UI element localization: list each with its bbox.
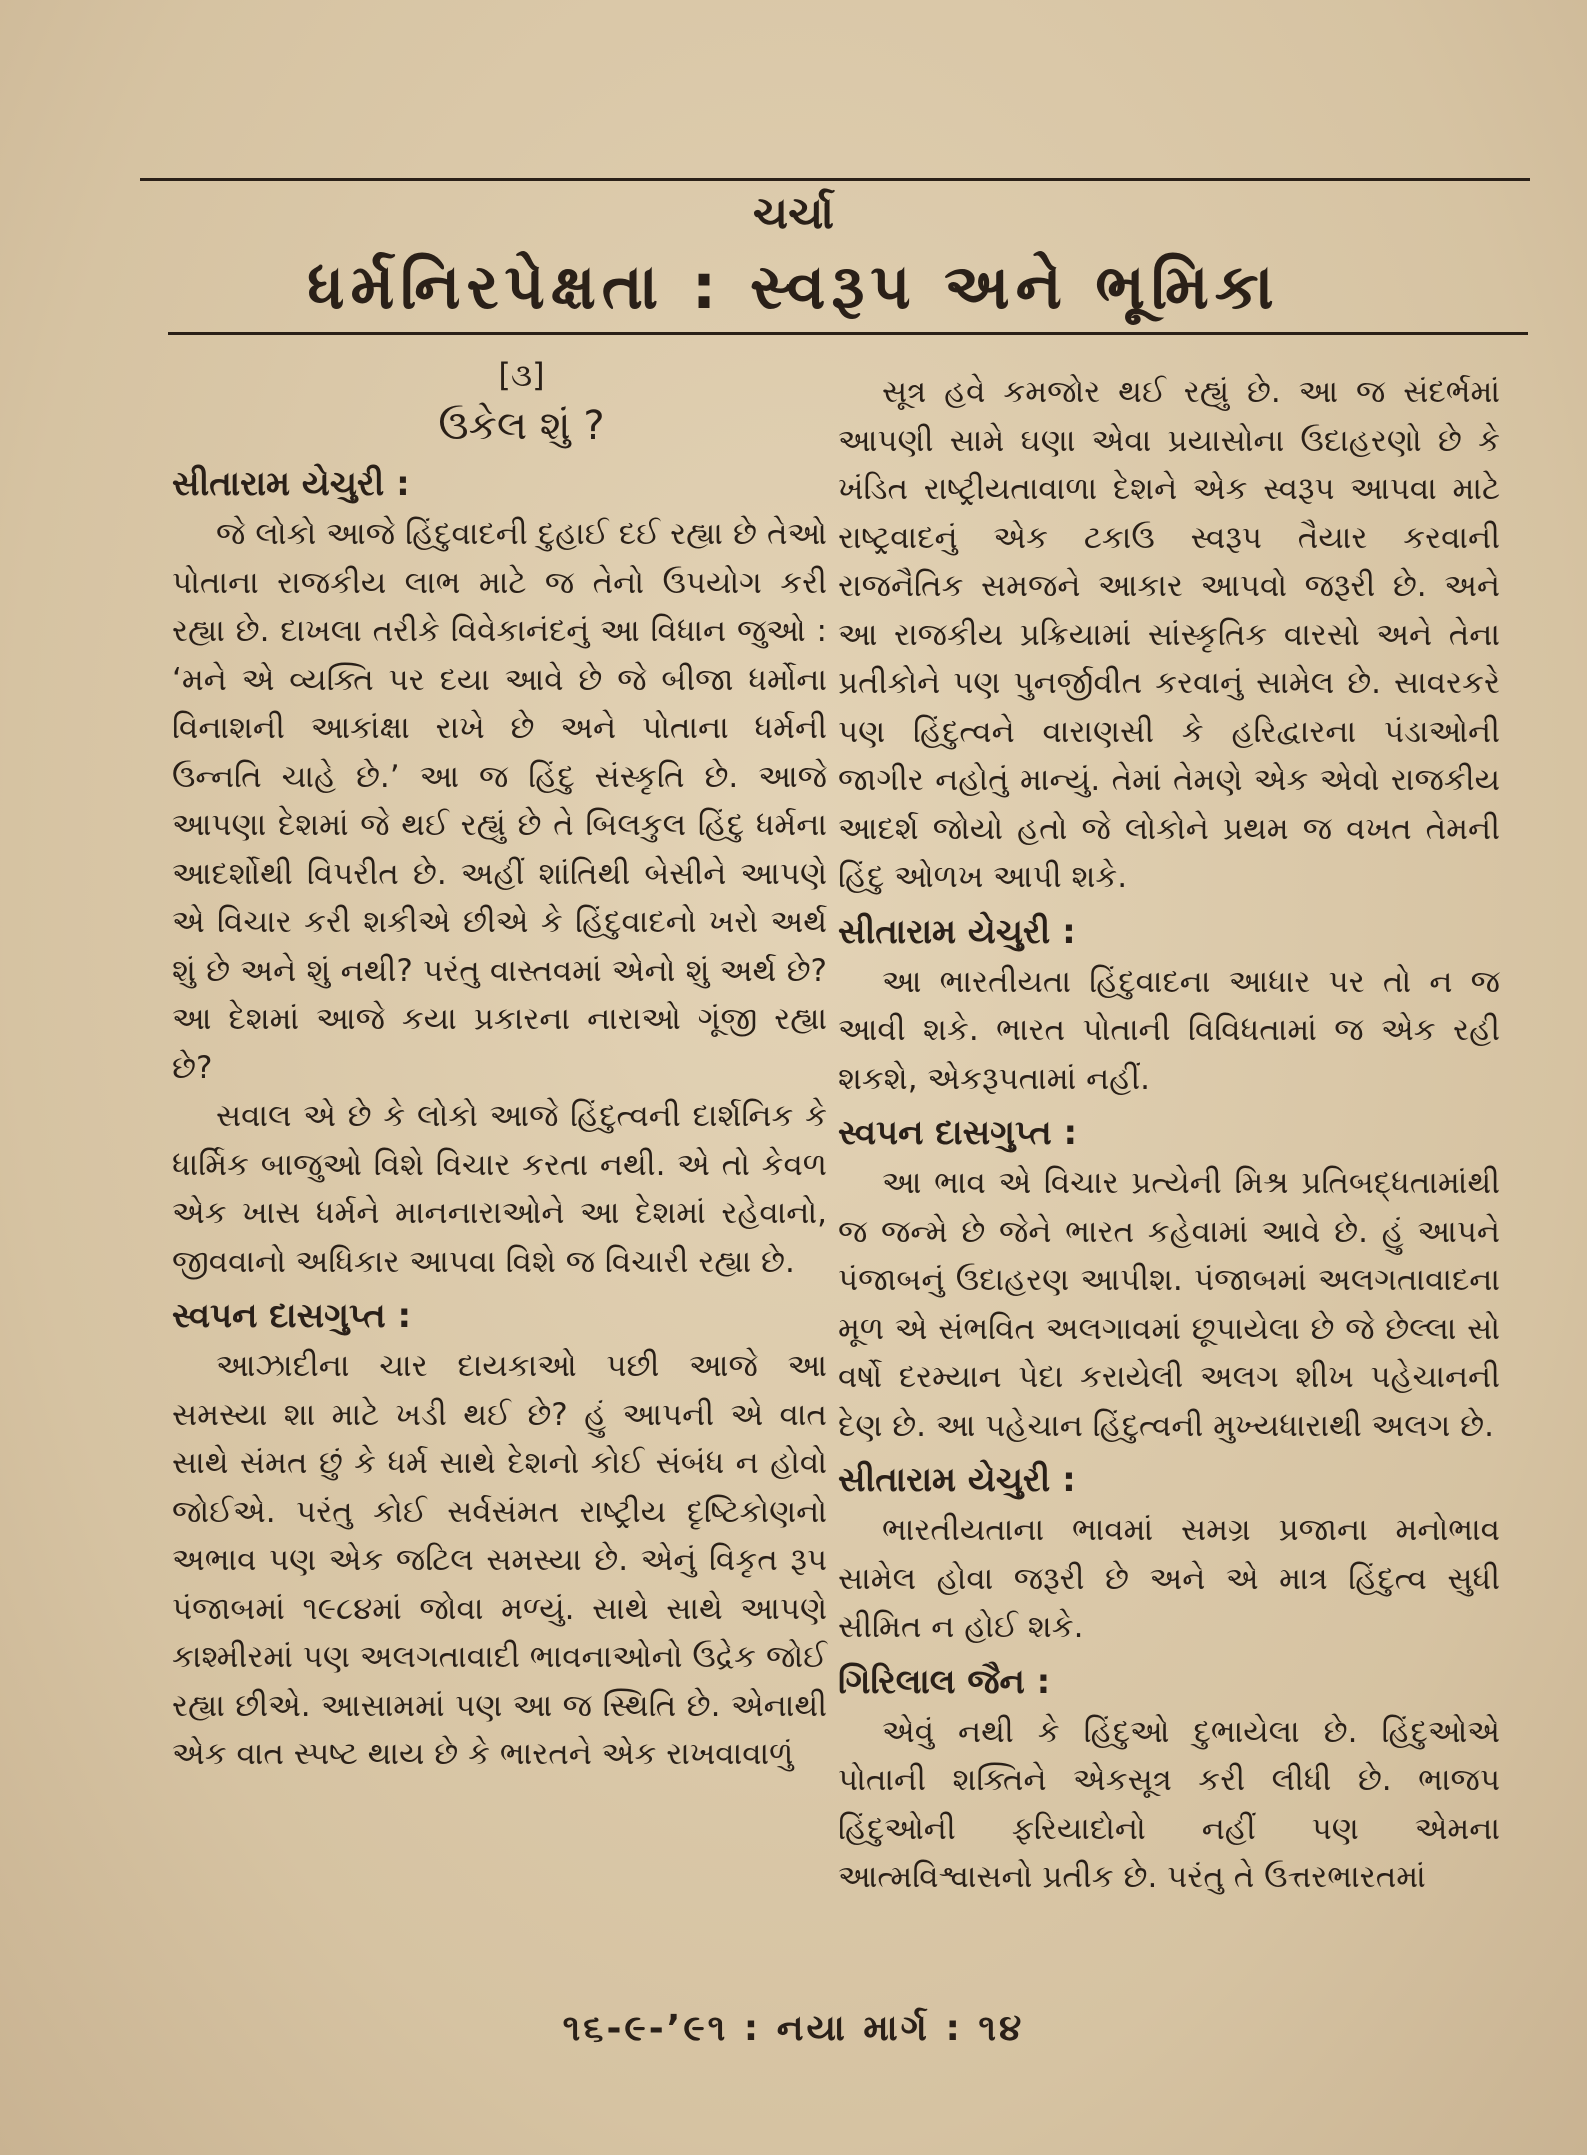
- paragraph: આ ભારતીયતા હિંદુવાદના આધાર પર તો ન જ આવી શકે. ભારત પોતાની વિવિધતામાં જ એક રહી શકશે, એકરૂપતામાં નહીં.: [838, 963, 1500, 1097]
- article-title: ધર્મનિરપેક્ષતા : સ્વરૂપ અને ભૂમિકા: [307, 250, 1280, 323]
- part-number: [૩]: [498, 356, 545, 394]
- section-label: ચર્ચા: [752, 188, 835, 239]
- section-subtitle: ઉકેલ શું ?: [438, 403, 605, 449]
- paragraph: સૂત્ર હવે કમજોર થઈ રહ્યું છે. આ જ સંદર્ભમાં આપણી સામે ઘણા એવા પ્રયાસોના ઉદાહરણો છે કે ખંડિત રાષ્ટ્રીયતાવાળા દેશને એક સ્વરૂપ આપવા માટે રાષ્ટ્રવાદનું એક ટકાઉ સ્વરૂપ તૈયાર કરવાની રાજનૈતિક સમજને આકાર આપવો જરૂરી છે. અને આ રાજકીય પ્રક્રિયામાં સાંસ્કૃતિક વારસો અને તેના પ્રતીકોને પણ પુનર્જીવીત કરવાનું સામેલ છે. સાવરકરે પણ હિંદુત્વને વારાણસી કે હરિદ્વારના પંડાઓની જાગીર નહોતું માન્યું. તેમાં તેમણે એક એવો રાજકીય આદર્શ જોયો હતો જે લોકોને પ્રથમ જ વખત તેમની હિંદુ ઓળખ આપી શકે.: [838, 374, 1500, 895]
- speaker-name: સ્વપન દાસગુપ્ત :: [838, 1113, 1078, 1153]
- speaker-name: ગિરિલાલ જૈન :: [838, 1661, 1051, 1702]
- speaker-name: સ્વપન દાસગુપ્ત :: [172, 1296, 412, 1336]
- title-rule: [168, 332, 1528, 335]
- speaker-name: સીતારામ યેચુરી :: [172, 464, 410, 504]
- paragraph: સવાલ એ છે કે લોકો આજે હિંદુત્વની દાર્શનિક કે ધાર્મિક બાજુઓ વિશે વિચાર કરતા નથી. એ તો કેવળ એક ખાસ ધર્મને માનનારાઓને આ દેશમાં રહેવાનો, જીવવાનો અધિકાર આપવા વિશે જ વિચારી રહ્યા છે.: [172, 1098, 827, 1280]
- paragraph: આઝાદીના ચાર દાયકાઓ પછી આજે આ સમસ્યા શા માટે ખડી થઈ છે? હું આપની એ વાત સાથે સંમત છું કે ધર્મ સાથે દેશનો કોઈ સંબંધ ન હોવો જોઈએ. પરંતુ કોઈ સર્વસંમત રાષ્ટ્રીય દૃષ્ટિકોણનો અભાવ પણ એક જટિલ સમસ્યા છે. એનું વિકૃત રૂપ પંજાબમાં ૧૯૮૪માં જોવા મળ્યું. સાથે સાથે આપણે કાશ્મીરમાં પણ અલગતાવાદી ભાવનાઓનો ઉદ્રેક જોઈ રહ્યા છીએ. આસામમાં પણ આ જ સ્થિતિ છે. એનાથી એક વાત સ્પષ્ટ થાય છે કે ભારતને એક રાખવાવાળું: [172, 1348, 827, 1772]
- left-column: [172, 352, 827, 1779]
- right-column: [838, 368, 1500, 1902]
- page-footer: ૧૬-૯-’૯૧ : નયા માર્ગ : ૧૪: [562, 2008, 1025, 2049]
- paragraph: એવું નથી કે હિંદુઓ દુભાયેલા છે. હિંદુઓએ પોતાની શક્તિને એકસૂત્ર કરી લીધી છે. ભાજપ હિંદુઓની ફરિયાદોનો નહીં પણ એમના આત્મવિશ્વાસનો પ્રતીક છે. પરંતુ તે ઉત્તરભારતમાં: [838, 1713, 1500, 1895]
- paragraph: ભારતીયતાના ભાવમાં સમગ્ર પ્રજાના મનોભાવ સામેલ હોવા જરૂરી છે અને એ માત્ર હિંદુત્વ સુધી સીમિત ન હોઈ શકે.: [838, 1512, 1500, 1645]
- speaker-name: સીતારામ યેચુરી :: [838, 911, 1076, 952]
- paragraph: આ ભાવ એ વિચાર પ્રત્યેની મિશ્ર પ્રતિબદ્ધતામાંથી જ જન્મે છે જેને ભારત કહેવામાં આવે છે. હું આપને પંજાબનું ઉદાહરણ આપીશ. પંજાબમાં અલગતાવાદના મૂળ એ સંભવિત અલગાવમાં છૂપાયેલા છે જે છેલ્લા સો વર્ષો દરમ્યાન પેદા કરાયેલી અલગ શીખ પહેચાનની દેણ છે. આ પહેચાન હિંદુત્વની મુખ્યધારાથી અલગ છે.: [838, 1165, 1500, 1444]
- top-rule: [140, 178, 1530, 181]
- paragraph: જે લોકો આજે હિંદુવાદની દુહાઈ દઈ રહ્યા છે તેઓ પોતાના રાજકીય લાભ માટે જ તેનો ઉપયોગ કરી રહ્યા છે. દાખલા તરીકે વિવેકાનંદનું આ વિધાન જુઓ : ‘મને એ વ્યક્તિ પર દયા આવે છે જે બીજા ધર્મોના વિનાશની આકાંક્ષા રાખે છે અને પોતાના ધર્મની ઉન્નતિ ચાહે છે.’ આ જ હિંદુ સંસ્કૃતિ છે. આજે આપણા દેશમાં જે થઈ રહ્યું છે તે બિલકુલ હિંદુ ધર્મના આદર્શોથી વિપરીત છે. અહીં શાંતિથી બેસીને આપણે એ વિચાર કરી શકીએ છીએ કે હિંદુવાદનો ખરો અર્થ શું છે અને શું નથી? પરંતુ વાસ્તવમાં એનો શું અર્થ છે? આ દેશમાં આજે કયા પ્રકારના નારાઓ ગૂંજી રહ્યા છે?: [172, 516, 827, 1086]
- speaker-name: સીતારામ યેચુરી :: [838, 1460, 1076, 1500]
